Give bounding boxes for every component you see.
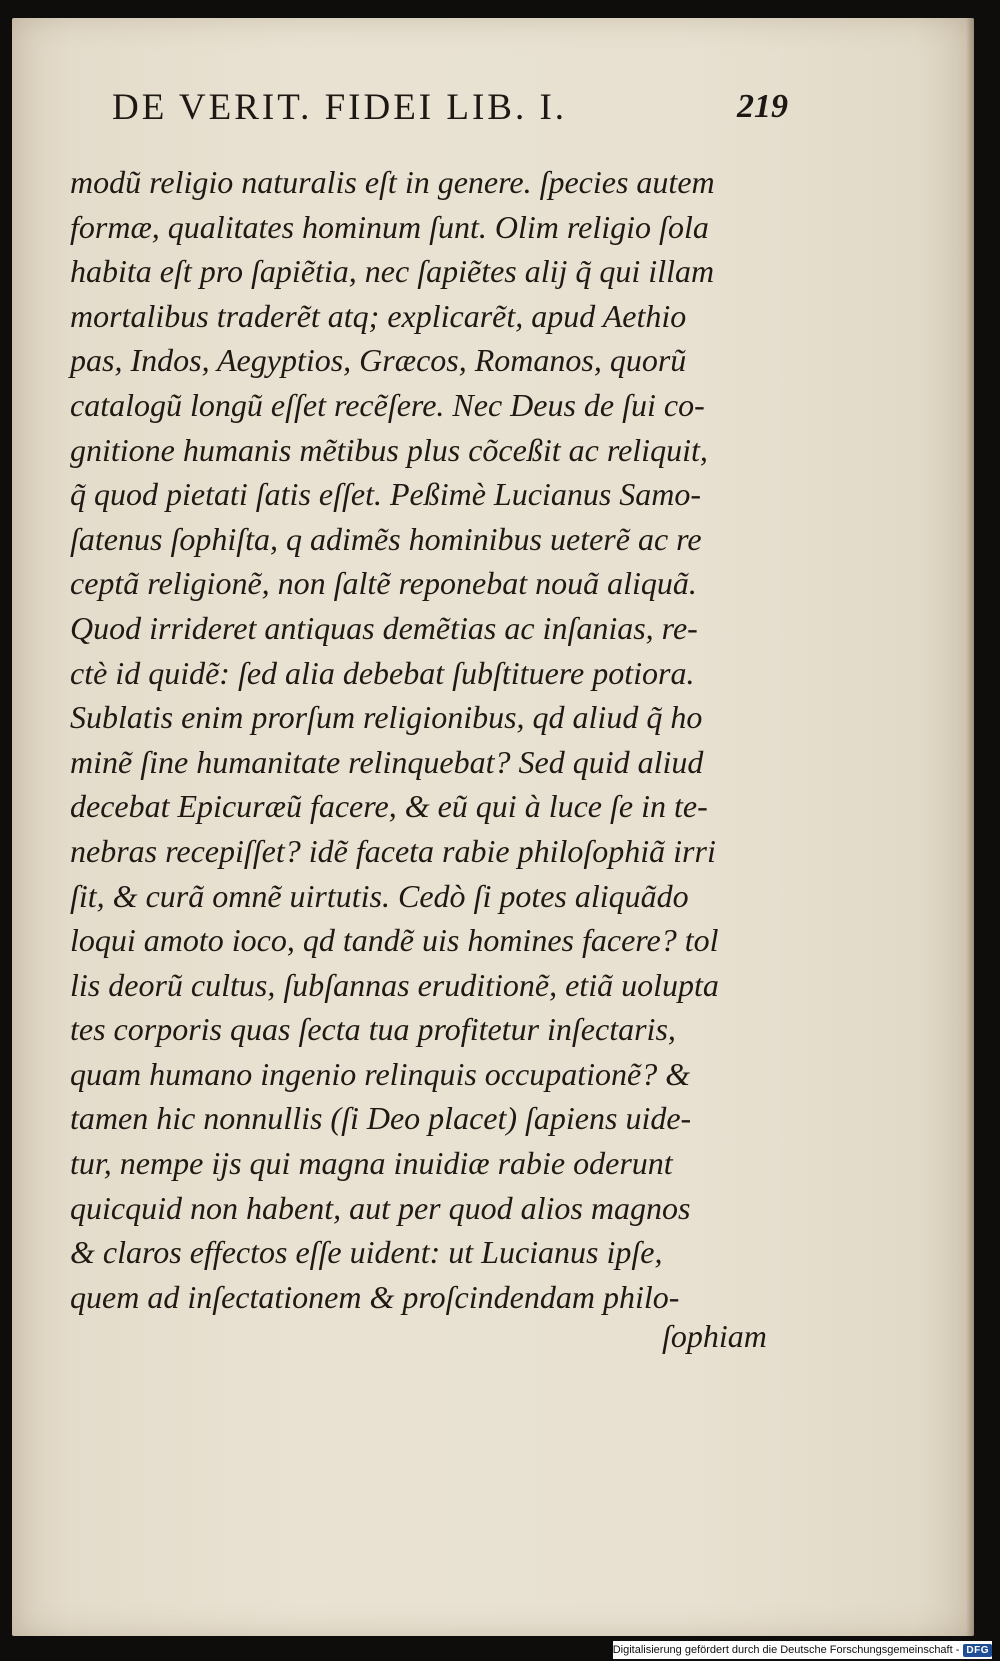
text-line: ceptã religionẽ, non ſaltẽ reponebat nouã aliquã.: [70, 565, 697, 602]
text-line: habita eſt pro ſapiẽtia, nec ſapiẽtes alij q̃ qui illam: [70, 253, 715, 290]
catchword: ſophiam: [662, 1318, 767, 1354]
dfg-logo-icon: DFG: [963, 1644, 992, 1657]
text-line: ſatenus ſophiſta, q adimẽs hominibus ueterẽ ac re: [70, 520, 702, 557]
text-line: tes corporis quas ſecta tua profitetur inſectaris,: [70, 1011, 676, 1048]
text-line: & claros effectos eſſe uident: ut Lucianus ipſe,: [70, 1234, 663, 1271]
text-line: catalogũ longũ eſſet recẽſere. Nec Deus de ſui co-: [70, 386, 705, 423]
digitization-credit: [613, 1641, 992, 1659]
text-line: quicquid non habent, aut per quod alios magnos: [70, 1189, 691, 1226]
text-line: loqui amoto ioco, qd tandẽ uis homines facere? tol: [70, 922, 719, 959]
page-edge-shadow: [966, 18, 974, 1636]
text-line: nebras recepiſſet? idẽ faceta rabie philoſophiã irri: [70, 832, 716, 869]
text-line: tamen hic nonnullis (ſi Deo placet) ſapiens uide-: [70, 1100, 692, 1137]
text-line: decebat Epicuræũ facere, & eũ qui à luce ſe in te-: [70, 788, 708, 825]
text-line: pas, Indos, Aegyptios, Græcos, Romanos, quorũ: [70, 342, 687, 379]
text-line: Quod irrideret antiquas demẽtias ac inſanias, re-: [70, 609, 698, 646]
text-line: formæ, qualitates hominum ſunt. Olim religio ſola: [70, 208, 709, 245]
text-line: q̃ quod pietati ſatis eſſet. Peßimè Lucianus Samo-: [70, 476, 702, 513]
text-line: quem ad inſectationem & proſcindendam philo-: [70, 1278, 680, 1315]
text-line: gnitione humanis mẽtibus plus cõceßit ac reliquit,: [70, 431, 708, 468]
text-line: lis deorũ cultus, ſubſannas eruditionẽ, etiã uolupta: [70, 966, 719, 1003]
text-line: mortalibus traderẽt atq; explicarẽt, apud Aethio: [70, 297, 687, 334]
text-line: tur, nempe ijs qui magna inuidiæ rabie oderunt: [70, 1145, 673, 1182]
running-title: DE VERIT. FIDEI LIB. I.: [112, 87, 568, 128]
page-number: 219: [737, 88, 788, 125]
text-line: ctè id quidẽ: ſed alia debebat ſubſtituere potiora.: [70, 654, 695, 691]
body-text: [70, 160, 770, 1319]
running-head: [98, 86, 788, 142]
credit-text: Digitalisierung gefördert durch die Deutsche Forschungsgemeinschaft -: [612, 1644, 960, 1656]
text-line: ſit, & curã omnẽ uirtutis. Cedò ſi potes aliquãdo: [70, 877, 689, 914]
text-line: modũ religio naturalis eſt in genere. ſpecies autem: [70, 164, 715, 200]
text-line: quam humano ingenio relinquis occupationẽ? &: [70, 1055, 691, 1092]
text-line: Sublatis enim prorſum religionibus, qd aliud q̃ ho: [70, 699, 703, 736]
text-line: minẽ ſine humanitate relinquebat? Sed quid aliud: [70, 743, 704, 780]
